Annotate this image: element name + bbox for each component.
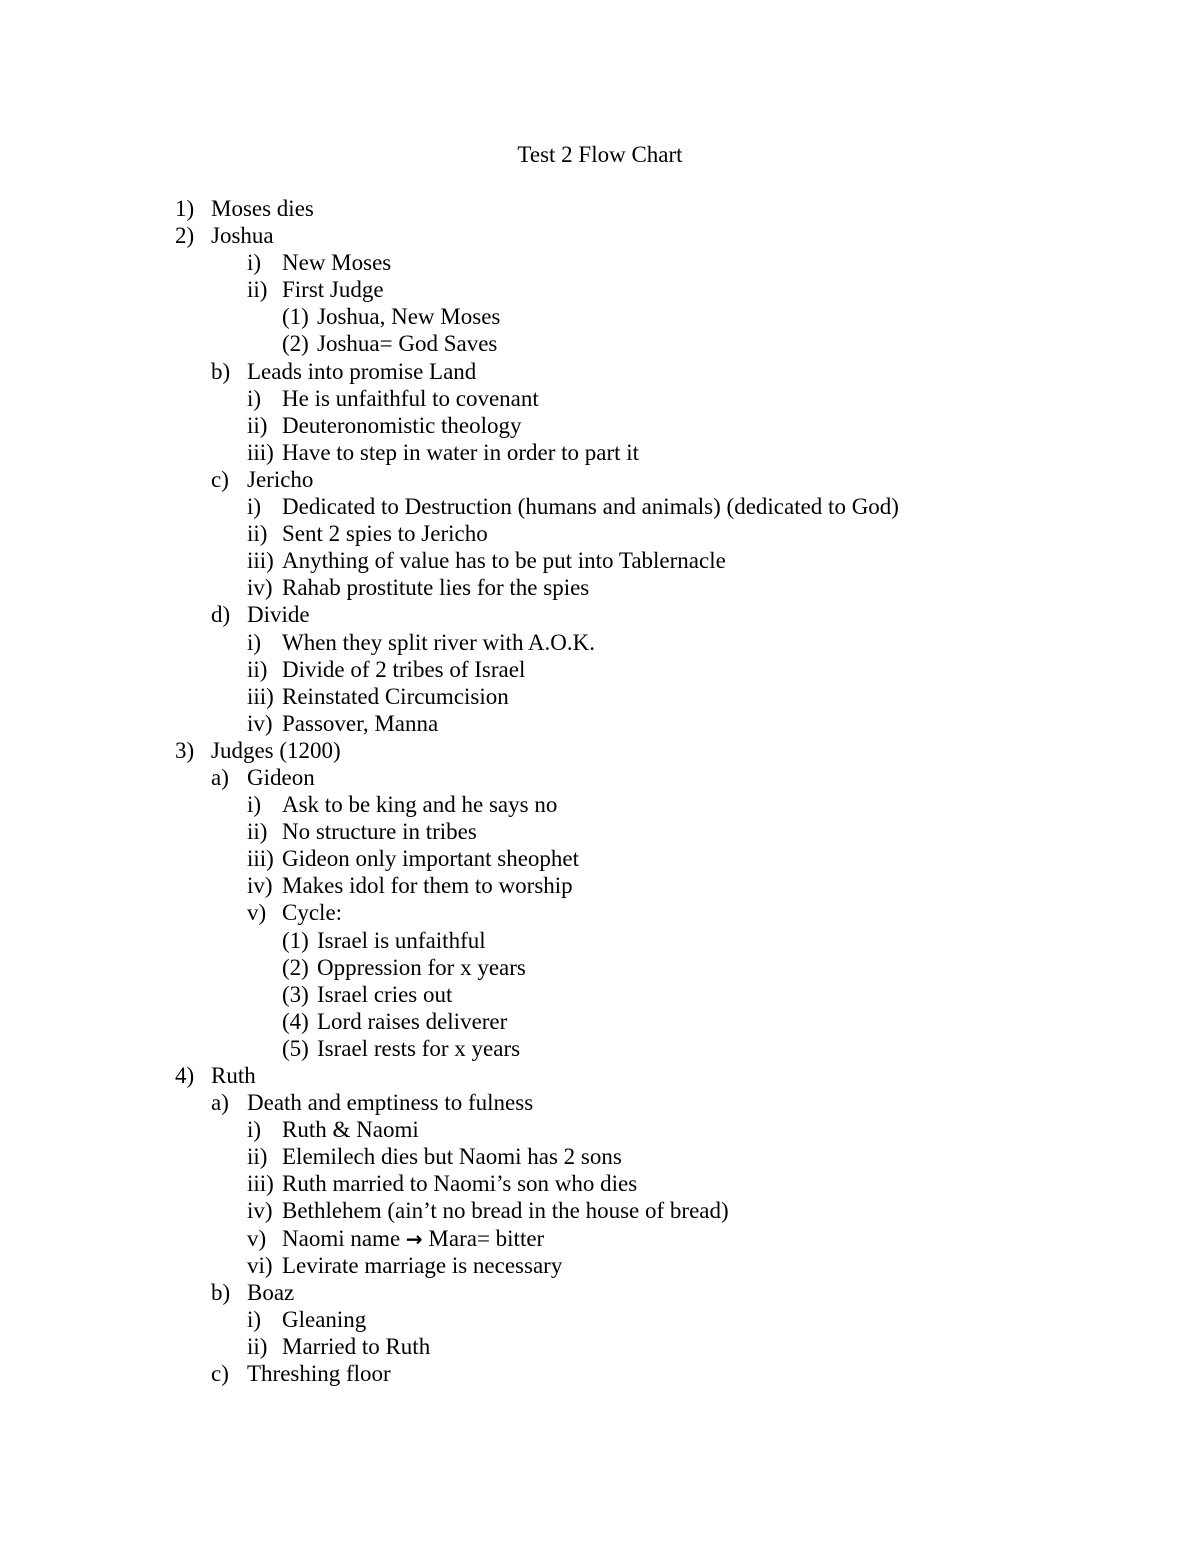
outline-marker: d) [211,602,231,628]
outline-marker: i) [247,1117,262,1143]
outline-text [247,466,313,493]
outline-item-level-3 [0,1170,1200,1197]
outline-text [247,601,310,628]
outline-item-level-4 [0,1008,1200,1035]
outline-text-main: Rahab prostitute lies for the spies [282,575,590,601]
outline-marker: (1) [282,304,309,330]
outline-text-main: Anything of value has to be put into Tablernacle [282,548,726,574]
outline-text [282,791,557,818]
outline-item-level-3 [0,1333,1200,1360]
outline-text-main: Sent 2 spies to Jericho [282,521,488,547]
outline-item-level-3 [0,520,1200,547]
outline-item-level-3 [0,547,1200,574]
outline-text-main: Leads into promise Land [247,358,477,384]
outline-marker: i) [247,494,262,520]
outline-text-main: Elemilech dies but Naomi has 2 sons [282,1144,622,1170]
outline-marker: b) [211,358,231,384]
outline-text-main: Gideon [247,764,315,790]
outline-item-level-3 [0,683,1200,710]
outline-text-main: Joshua= God Saves [317,331,498,357]
outline-text-main: Joshua, New Moses [317,304,501,330]
outline-item-level-3 [0,710,1200,737]
outline-text [282,249,391,276]
outline-text-main: When they split river with A.O.K. [282,629,596,655]
outline-item-level-3 [0,439,1200,466]
outline-marker: c) [211,1361,229,1387]
outline-item-level-3 [0,818,1200,845]
outline-marker: 2) [175,223,195,249]
outline-marker: 3) [175,737,195,763]
outline-item-level-3 [0,249,1200,276]
outline-item-level-2 [0,1279,1200,1306]
outline-text [247,358,476,385]
outline-marker: i) [247,385,262,411]
outline-text [317,981,452,1008]
outline-text-main: Dedicated to Destruction (humans and animals) (dedicated to God) [282,494,899,520]
outline-item-level-3 [0,276,1200,303]
outline-text-main: No structure in tribes [282,819,477,845]
outline-text [282,1306,366,1333]
outline-text [317,927,486,954]
outline-text-main: Lord raises deliverer [317,1008,508,1034]
outline-text-main: Divide of 2 tribes of Israel [282,656,526,682]
outline-text [282,1225,544,1253]
outline-marker: i) [247,792,262,818]
outline-text-main: Death and emptiness to fulness [247,1090,534,1116]
outline-text [282,520,488,547]
outline-text [282,710,438,737]
outline-text [211,1062,256,1089]
outline-text [282,385,539,412]
outline-item-level-2 [0,764,1200,791]
outline-text-main: Deuteronomistic theology [282,412,522,438]
outline-item-level-1 [0,222,1200,249]
outline-marker: c) [211,466,229,492]
outline-marker: iii) [247,439,274,465]
outline-text [282,1252,562,1279]
outline-item-level-3 [0,629,1200,656]
outline-marker: b) [211,1279,231,1305]
outline-text-main: Israel rests for x years [317,1035,521,1061]
outline-item-level-2 [0,1360,1200,1387]
outline-text [211,222,274,249]
outline-item-level-3 [0,656,1200,683]
outline-item-level-1 [0,737,1200,764]
outline-text [247,1279,294,1306]
outline-text [282,547,726,574]
outline-text-main: Naomi name [282,1225,401,1251]
outline-text [317,1008,507,1035]
outline-marker: (2) [282,331,309,357]
outline-marker: iii) [247,846,274,872]
outline-marker: (1) [282,927,309,953]
outline-text [282,493,899,520]
outline-marker: ii) [247,656,268,682]
outline-text [282,629,595,656]
outline-item-level-3 [0,845,1200,872]
outline-text [282,656,525,683]
outline-text [282,439,639,466]
outline-marker: ii) [247,819,268,845]
outline-text-main: Ask to be king and he says no [282,792,558,818]
outline-item-level-3 [0,412,1200,439]
outline-text [282,845,579,872]
outline-marker: a) [211,764,229,790]
outline-item-level-3 [0,1252,1200,1279]
outline-marker: (3) [282,981,309,1007]
outline-marker: ii) [247,412,268,438]
outline-text-main: Ruth & Naomi [282,1117,419,1143]
outline-marker: i) [247,629,262,655]
outline-marker: i) [247,250,262,276]
outline-marker: vi) [247,1252,273,1278]
outline-text-main: Have to step in water in order to part it [282,439,640,465]
outline-marker: 4) [175,1063,195,1088]
outline-text-main: Passover, Manna [282,710,439,736]
document-title: Test 2 Flow Chart [517,142,683,167]
outline-text-main: Israel is unfaithful [317,927,486,953]
outline-item-level-4 [0,303,1200,330]
outline-marker: v) [247,1225,267,1251]
outline-text [247,1089,533,1116]
outline-item-level-4 [0,330,1200,357]
outline-item-level-2 [0,1089,1200,1116]
outline-marker: iv) [247,575,273,601]
outline-marker: ii) [247,1144,268,1170]
outline-text [282,1170,637,1197]
outline-item-level-3 [0,1116,1200,1143]
outline-item-level-3 [0,385,1200,412]
outline-text-main: Married to Ruth [282,1333,431,1359]
outline-text-main: Makes idol for them to worship [282,873,573,899]
outline-text [282,899,342,926]
outline-text [317,954,526,981]
outline-text [247,764,315,791]
outline-text-main: Joshua [211,223,274,249]
outline-text-main: Cycle: [282,900,343,926]
right-arrow-icon: → [405,1226,423,1251]
outline-list [0,195,1200,1387]
outline-marker: (4) [282,1008,309,1034]
outline-item-level-4 [0,927,1200,954]
outline-text-main: Bethlehem (ain’t no bread in the house of bread) [282,1198,729,1224]
outline-marker: iv) [247,873,273,899]
outline-item-level-3 [0,899,1200,926]
outline-text-main: Levirate marriage is necessary [282,1252,563,1278]
outline-item-level-4 [0,1035,1200,1062]
outline-text [282,1116,419,1143]
outline-item-level-4 [0,981,1200,1008]
outline-marker: i) [247,1306,262,1332]
outline-text [282,1197,729,1224]
outline-text-main: Threshing floor [247,1361,391,1387]
outline-text-main: Gideon only important sheophet [282,846,580,872]
outline-text-main: First Judge [282,277,384,303]
outline-item-level-3 [0,1143,1200,1170]
outline-item-level-1 [0,1062,1200,1089]
outline-marker: iii) [247,1171,274,1197]
outline-text-main: Judges (1200) [211,737,341,763]
outline-text [211,737,341,764]
outline-marker: a) [211,1090,229,1116]
outline-marker: iv) [247,1198,273,1224]
outline-text-main: Moses dies [211,196,314,221]
outline-text [282,1143,622,1170]
outline-item-level-3 [0,1306,1200,1333]
outline-text-main: Israel cries out [317,981,453,1007]
outline-item-level-3 [0,574,1200,601]
outline-text [282,412,522,439]
outline-text [282,1333,430,1360]
outline-text [282,276,384,303]
outline-text [282,574,589,601]
outline-text [317,303,500,330]
outline-text-main: He is unfaithful to covenant [282,385,539,411]
outline-text [317,330,497,357]
outline-text [282,872,573,899]
outline-marker: 1) [175,196,195,221]
outline-text-main: Jericho [247,466,314,492]
outline-text [317,1035,520,1062]
outline-item-level-3 [0,1225,1200,1252]
outline-text-main: Gleaning [282,1306,367,1332]
outline-item-level-3 [0,872,1200,899]
outline-marker: ii) [247,277,268,303]
outline-text-main: Oppression for x years [317,954,526,980]
outline-item-level-2 [0,466,1200,493]
outline-text-main: New Moses [282,250,392,276]
outline-marker: iv) [247,710,273,736]
outline-text [282,818,477,845]
outline-item-level-1 [0,195,1200,222]
outline-text-main: Ruth married to Naomi’s son who dies [282,1171,638,1197]
outline-text-after-arrow: Mara= bitter [428,1225,545,1251]
outline-marker: iii) [247,683,274,709]
outline-text [282,683,509,710]
outline-text-main: Reinstated Circumcision [282,683,509,709]
outline-item-level-4 [0,954,1200,981]
outline-text [211,195,314,222]
outline-marker: v) [247,900,267,926]
outline-item-level-2 [0,358,1200,385]
outline-item-level-2 [0,601,1200,628]
outline-text-main: Boaz [247,1279,295,1305]
outline-marker: ii) [247,521,268,547]
outline-item-level-3 [0,791,1200,818]
outline-marker: ii) [247,1333,268,1359]
outline-item-level-3 [0,493,1200,520]
outline-text [247,1360,391,1387]
outline-text-main: Ruth [211,1063,256,1088]
outline-marker: (5) [282,1035,309,1061]
outline-marker: (2) [282,954,309,980]
outline-item-level-3 [0,1197,1200,1224]
outline-text-main: Divide [247,602,310,628]
outline-marker: iii) [247,548,274,574]
